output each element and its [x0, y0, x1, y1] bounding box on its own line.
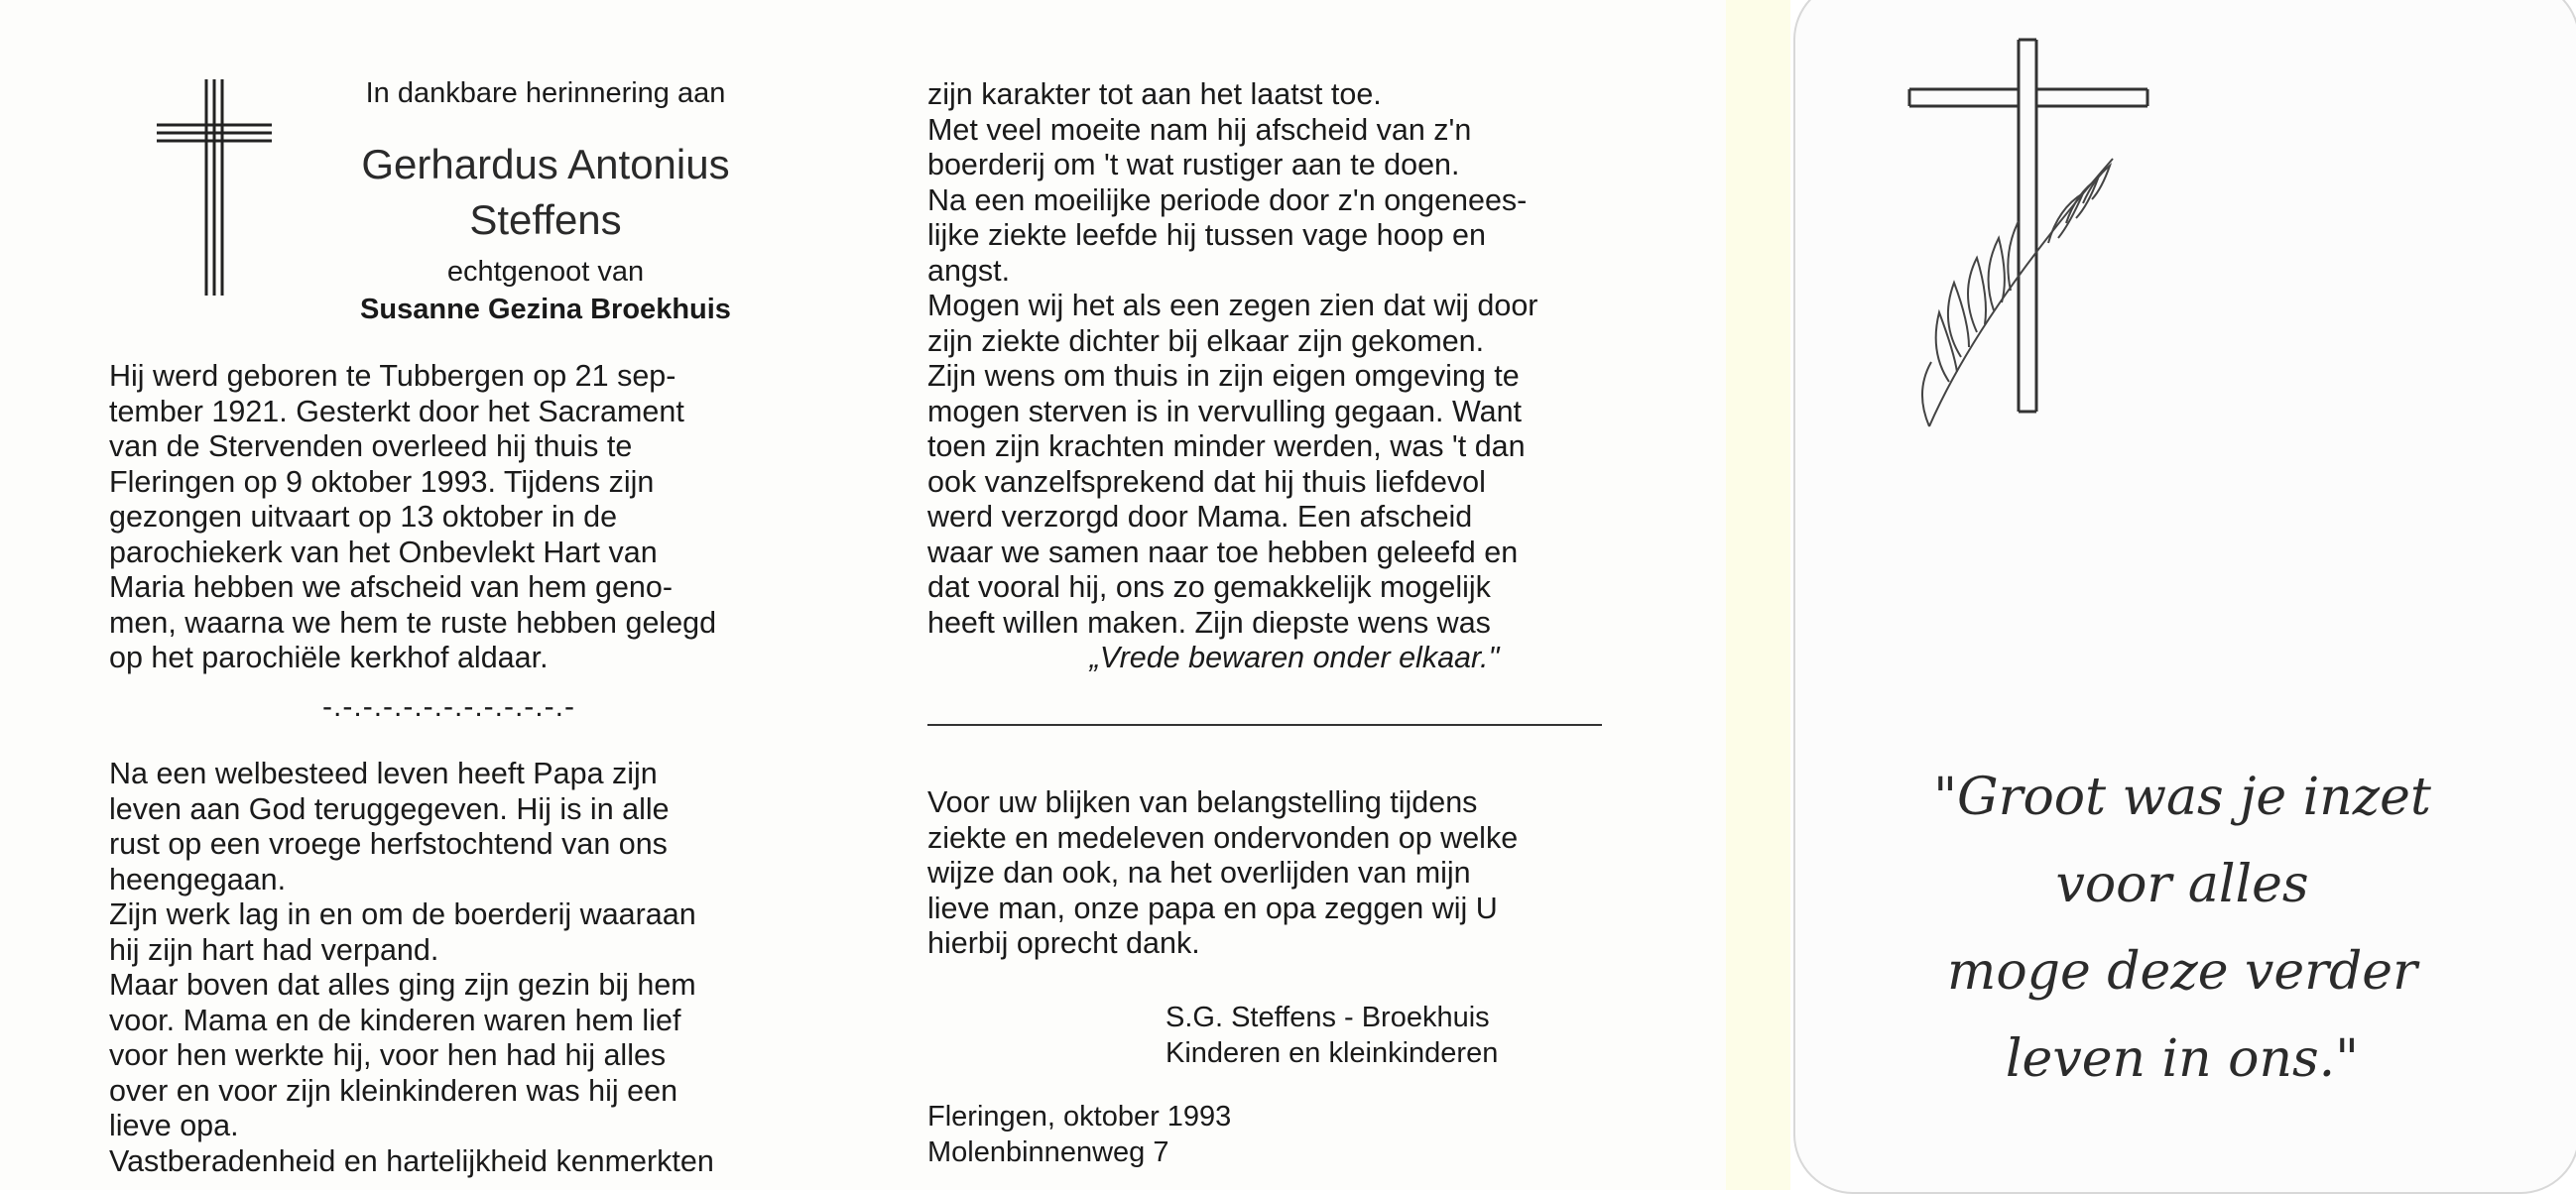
deceased-name — [298, 137, 794, 248]
text-line: Na een moeilijke periode door z'n ongenees- — [927, 182, 1528, 217]
text-line: op het parochiële kerkhof aldaar. — [109, 641, 549, 674]
poem-line: moge deze verder — [1947, 942, 2417, 1002]
text-line: ook vanzelfsprekend dat hij thuis liefdevol — [927, 464, 1486, 499]
spouse-name: Susanne Gezina Broekhuis — [360, 294, 731, 325]
text-line: zijn ziekte dichter bij elkaar zijn gekomen. — [927, 323, 1485, 358]
divider — [927, 724, 1602, 726]
text-line: dat vooral hij, ons zo gemakkelijk mogelijk — [927, 570, 1491, 604]
text-line: Maria hebben we afscheid van hem geno- — [109, 570, 673, 604]
text-line: Na een welbesteed leven heeft Papa zijn — [109, 757, 658, 790]
page-gap — [1726, 0, 1790, 1190]
text-line: Mogen wij het als een zegen zien dat wij door — [927, 289, 1538, 322]
text-line: voor hen werkte hij, voor hen had hij alles — [109, 1038, 667, 1072]
text-line: ziekte en medeleven ondervonden op welke — [927, 820, 1519, 855]
text-line: Vastberadenheid en hartelijkheid kenmerkten — [109, 1143, 714, 1178]
text-line: zijn karakter tot aan het laatst toe. — [927, 77, 1382, 111]
thanks-paragraph — [927, 785, 1602, 962]
place-line: Fleringen, oktober 1993 — [927, 1101, 1232, 1133]
text-line: voor. Mama en de kinderen waren hem lief — [109, 1003, 681, 1037]
biography-paragraph — [109, 359, 789, 676]
text-line: boerderij om 't wat rustiger aan te doen. — [927, 148, 1460, 181]
text-line: Voor uw blijken van belangstelling tijdens — [927, 785, 1478, 819]
text-line: wijze dan ook, na het overlijden van mijn — [927, 856, 1471, 890]
text-line: mogen sterven is in vervulling gegaan. Want — [927, 394, 1523, 428]
signature-line: S.G. Steffens - Broekhuis — [1165, 1002, 1490, 1033]
text-line: Maar boven dat alles ging zijn gezin bij hem — [109, 968, 696, 1002]
place-date — [927, 1099, 1423, 1170]
text-line: lieve opa. — [109, 1109, 239, 1142]
name-line: Steffens — [469, 196, 622, 243]
continuation-paragraph — [927, 77, 1602, 676]
text-line: hierbij oprecht dank. — [927, 926, 1200, 960]
poem — [1845, 754, 2519, 1103]
text-line: men, waarna we hem te ruste hebben gelegd — [109, 605, 717, 640]
text-line: tember 1921. Gesterkt door het Sacrament — [109, 394, 684, 428]
text-line: lieve man, onze papa en opa zeggen wij U — [927, 891, 1498, 925]
text-line: parochiekerk van het Onbevlekt Hart van — [109, 535, 658, 569]
text-line: over en voor zijn kleinkinderen was hij een — [109, 1073, 678, 1108]
cross-icon — [157, 79, 276, 298]
text-line: heeft willen maken. Zijn diepste wens was — [927, 605, 1491, 640]
text-line: gezongen uitvaart op 13 oktober in de — [109, 500, 618, 534]
text-line: heengegaan. — [109, 862, 287, 896]
text-line: Zijn werk lag in en om de boerderij waaraan — [109, 897, 696, 931]
text-line: rust op een vroege herfstochtend van ons — [109, 827, 668, 861]
text-line: Hij werd geboren te Tubbergen op 21 sep- — [109, 359, 676, 393]
text-line: lijke ziekte leefde hij tussen vage hoop en — [927, 218, 1486, 252]
wish-quote: „Vrede bewaren onder elkaar." — [1089, 641, 1500, 674]
text-line: toen zijn krachten minder werden, was 't dan — [927, 429, 1526, 463]
text-line: angst. — [927, 253, 1011, 288]
text-line: Met veel moeite nam hij afscheid van z'n — [927, 112, 1472, 147]
signature — [1165, 1000, 1612, 1071]
poem-line: voor alles — [2055, 855, 2309, 914]
spouse-label: echtgenoot van — [446, 256, 645, 288]
text-line: werd verzorgd door Mama. Een afscheid — [927, 500, 1473, 534]
text-line: van de Stervenden overleed hij thuis te — [109, 429, 633, 463]
text-line: hij zijn hart had verpand. — [109, 932, 439, 967]
intro-text: In dankbare herinnering aan — [365, 77, 726, 109]
life-paragraph — [109, 757, 789, 1179]
name-line: Gerhardus Antonius — [361, 141, 730, 187]
separator: -.-.-.-.-.-.-.-.-.-.-.-.- — [322, 690, 575, 723]
signature-line: Kinderen en kleinkinderen — [1165, 1037, 1499, 1069]
cross-with-palm-icon — [1900, 35, 2187, 431]
address-line: Molenbinnenweg 7 — [927, 1136, 1169, 1168]
text-line: waar we samen naar toe hebben geleefd en — [927, 535, 1519, 569]
poem-line: leven in ons." — [2005, 1029, 2360, 1089]
text-line: Fleringen op 9 oktober 1993. Tijdens zijn — [109, 464, 655, 499]
text-line: Zijn wens om thuis in zijn eigen omgeving te — [927, 359, 1520, 393]
text-line: leven aan God teruggegeven. Hij is in alle — [109, 791, 670, 826]
poem-line: "Groot was je inzet — [1933, 768, 2431, 827]
